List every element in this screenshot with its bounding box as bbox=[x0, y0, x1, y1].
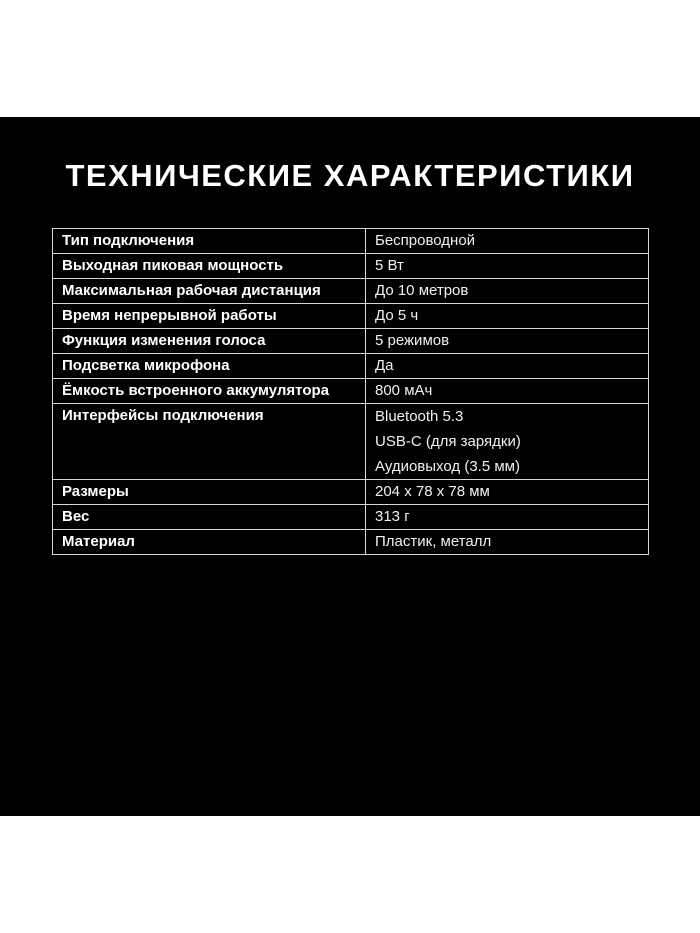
spec-value: 204 x 78 x 78 мм bbox=[375, 483, 490, 500]
spec-value: До 5 ч bbox=[375, 307, 419, 324]
spec-value-cell bbox=[366, 279, 649, 304]
spec-row bbox=[53, 229, 649, 254]
spec-value: 5 режимов bbox=[375, 332, 450, 349]
spec-value-cell bbox=[366, 530, 649, 555]
spec-key: Выходная пиковая мощность bbox=[53, 254, 366, 279]
spec-value: Пластик, металл bbox=[375, 533, 492, 550]
spec-table bbox=[52, 228, 649, 555]
spec-row bbox=[53, 505, 649, 530]
spec-row bbox=[53, 304, 649, 329]
spec-row bbox=[53, 379, 649, 404]
spec-key: Тип подключения bbox=[53, 229, 366, 254]
spec-value-cell bbox=[366, 480, 649, 505]
spec-value: Аудиовыход (3.5 мм) bbox=[375, 458, 520, 475]
spec-key: Функция изменения голоса bbox=[53, 329, 366, 354]
spec-value-cell bbox=[366, 505, 649, 530]
spec-key: Интерфейсы подключения bbox=[53, 404, 366, 480]
spec-key: Материал bbox=[53, 530, 366, 555]
spec-key: Максимальная рабочая дистанция bbox=[53, 279, 366, 304]
spec-value: 313 г bbox=[375, 508, 410, 525]
spec-key: Подсветка микрофона bbox=[53, 354, 366, 379]
spec-row bbox=[53, 404, 649, 480]
spec-value-cell bbox=[366, 379, 649, 404]
spec-table-body bbox=[53, 229, 649, 555]
spec-value-cell bbox=[366, 404, 649, 480]
spec-row bbox=[53, 354, 649, 379]
page-title: ТЕХНИЧЕСКИЕ ХАРАКТЕРИСТИКИ bbox=[65, 158, 635, 193]
spec-value-cell bbox=[366, 354, 649, 379]
spec-value-cell bbox=[366, 304, 649, 329]
spec-key: Размеры bbox=[53, 480, 366, 505]
spec-row bbox=[53, 329, 649, 354]
spec-value: До 10 метров bbox=[375, 282, 469, 299]
spec-value-cell bbox=[366, 229, 649, 254]
spec-value: Да bbox=[375, 357, 394, 374]
spec-row bbox=[53, 279, 649, 304]
spec-value: 5 Вт bbox=[375, 257, 404, 274]
spec-key: Время непрерывной работы bbox=[53, 304, 366, 329]
spec-value: Беспроводной bbox=[375, 232, 476, 249]
spec-row bbox=[53, 530, 649, 555]
spec-key: Ёмкость встроенного аккумулятора bbox=[53, 379, 366, 404]
spec-value: 800 мАч bbox=[375, 382, 433, 399]
spec-value: Bluetooth 5.3 bbox=[375, 408, 464, 425]
spec-row bbox=[53, 480, 649, 505]
spec-value-cell bbox=[366, 329, 649, 354]
spec-key: Вес bbox=[53, 505, 366, 530]
spec-row bbox=[53, 254, 649, 279]
spec-value-cell bbox=[366, 254, 649, 279]
spec-value: USB-C (для зарядки) bbox=[375, 433, 521, 450]
